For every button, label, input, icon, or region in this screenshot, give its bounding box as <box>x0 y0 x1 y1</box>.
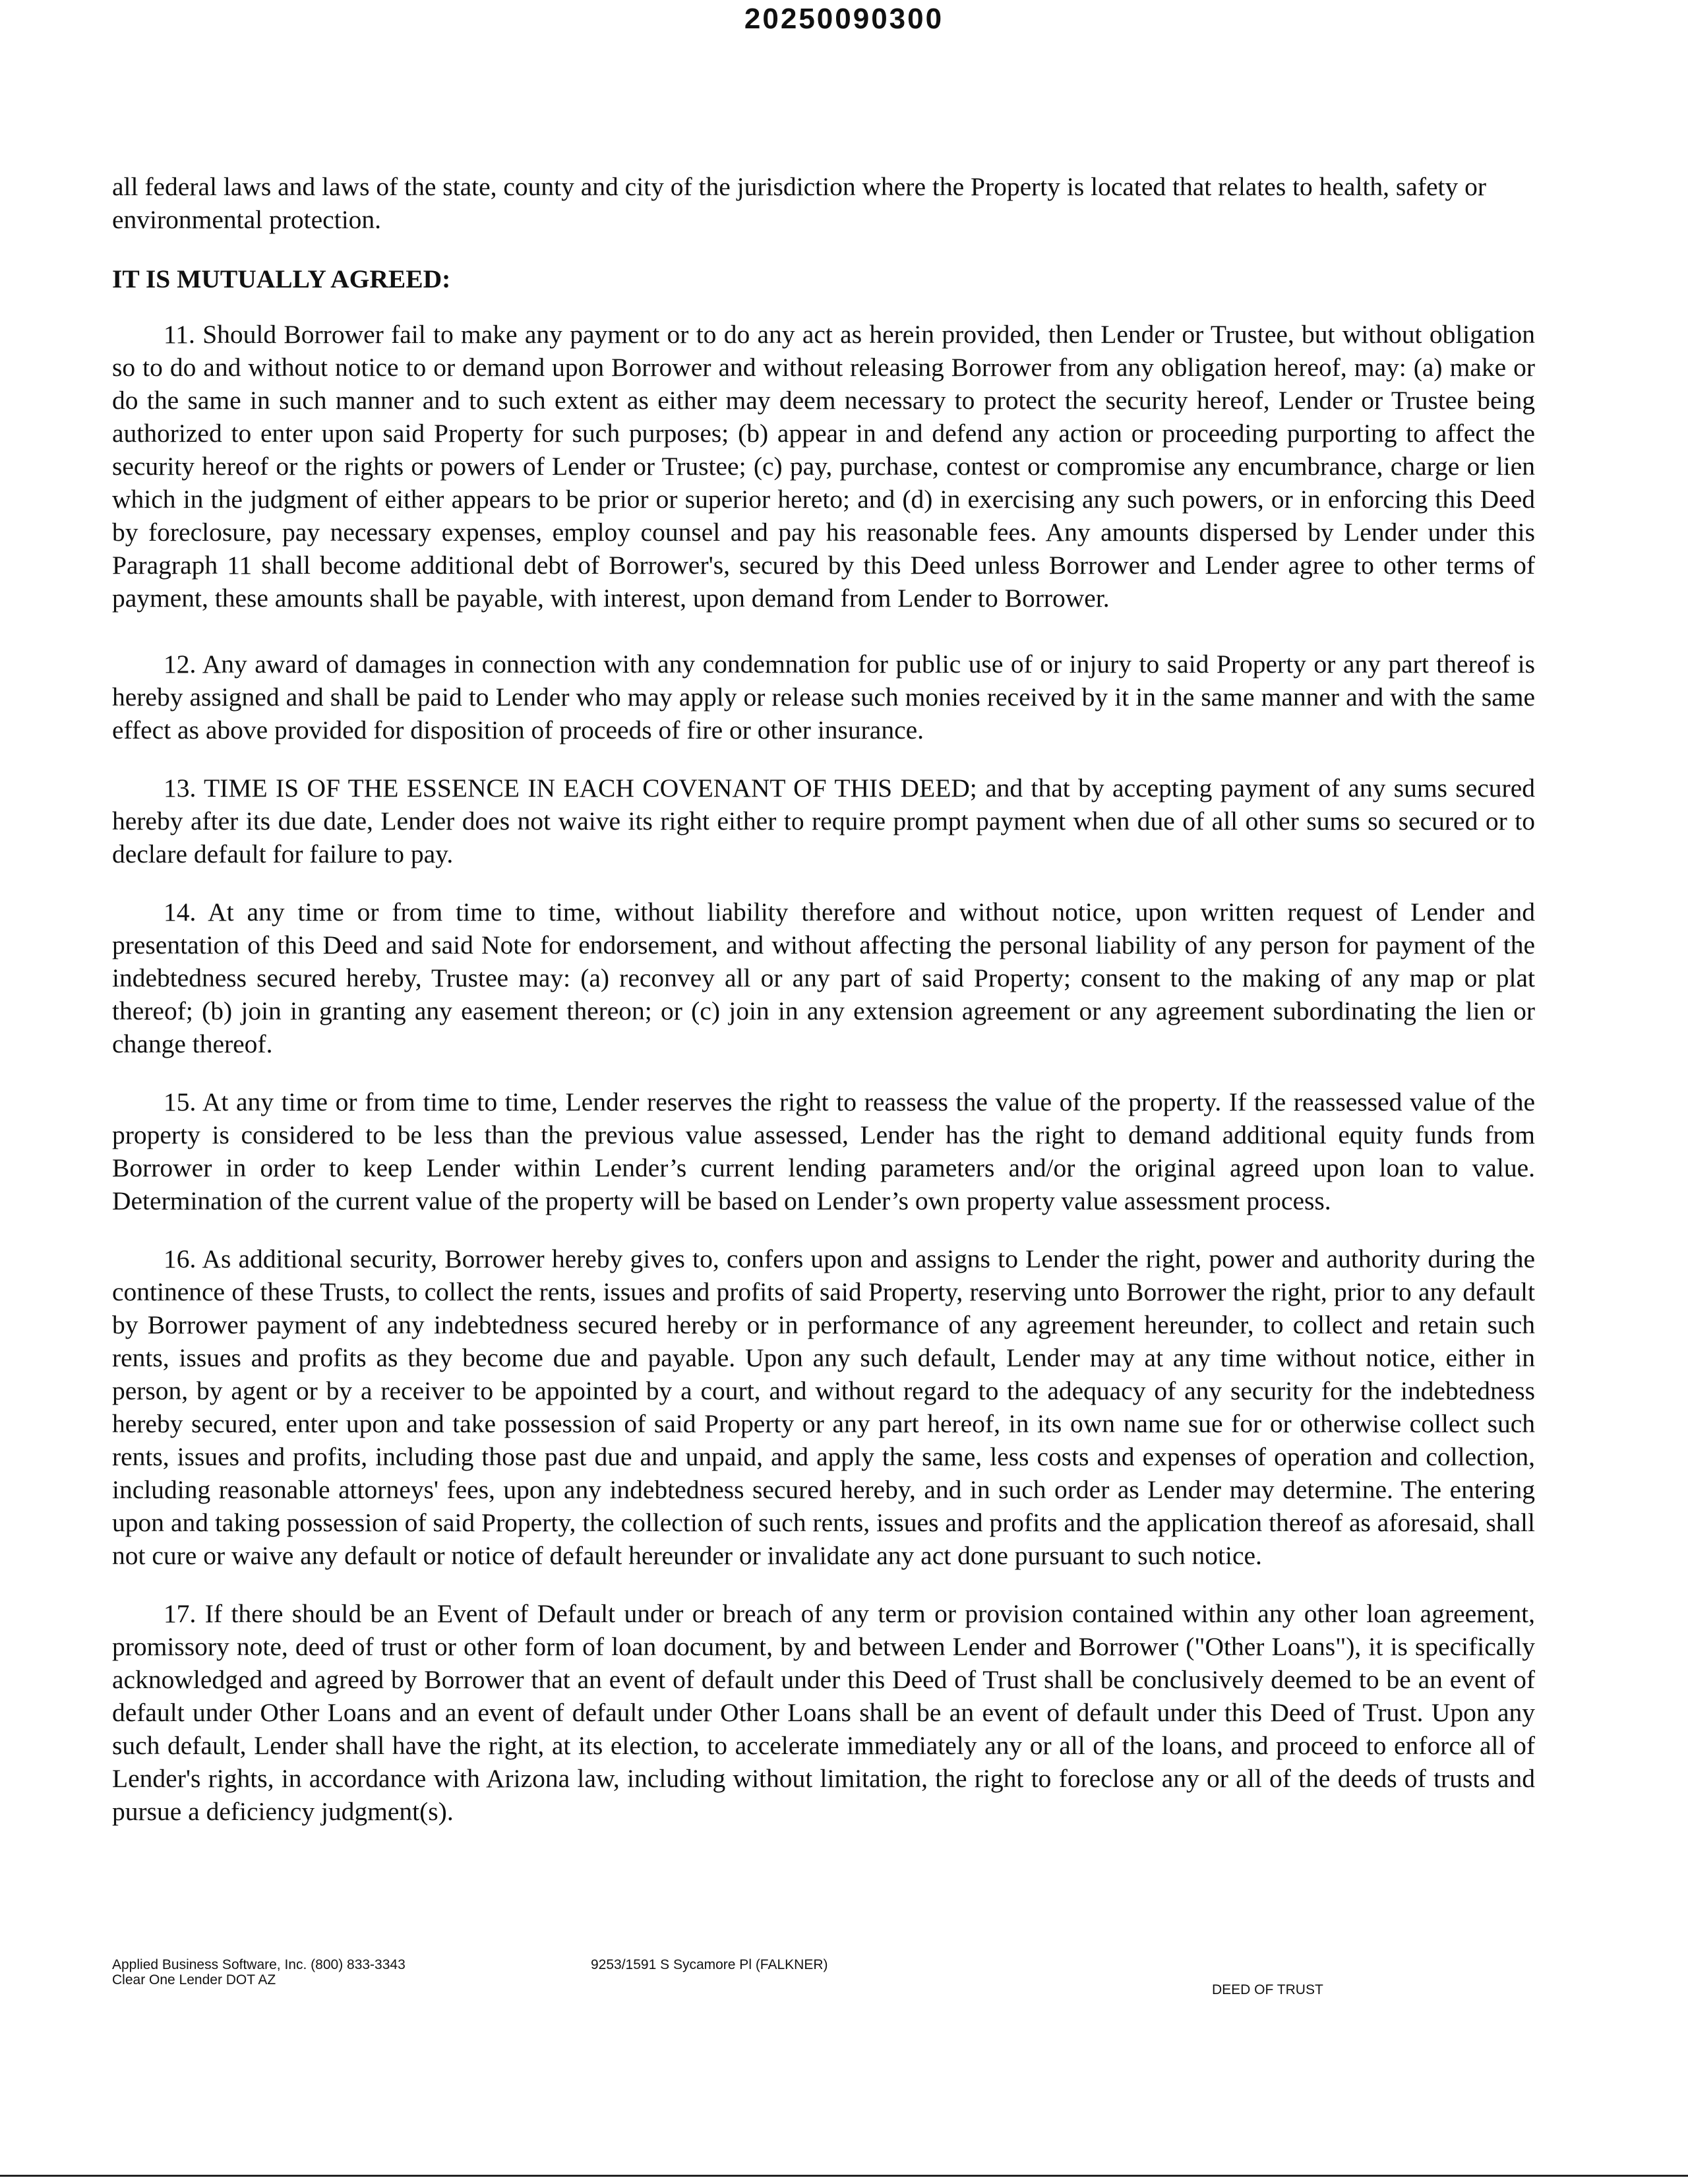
recording-number: 20250090300 <box>744 3 944 35</box>
footer-software-info <box>112 1957 406 1987</box>
paragraph-13: 13. TIME IS OF THE ESSENCE IN EACH COVENANT OF THIS DEED; and that by accepting payment of any sums secured hereby after its due date, Lender does not waive its right either to require prompt payment when due of all other sums so secured or to declare default for failure to pay. <box>112 774 1535 868</box>
paragraph-17: 17. If there should be an Event of Default under or breach of any term or provision contained within any other loan agreement, promissory note, deed of trust or other form of loan document, by and between Lender and Borrower ("Other Loans"), it is specifically acknowledged and agreed by Borrower that an event of default under this Deed of Trust shall be conclusively deemed to be an event of default under Other Loans and an event of default under Other Loans shall be an event of default under this Deed of Trust. Upon any such default, Lender shall have the right, at its election, to accelerate immediately any or all of the loans, and proceed to enforce all of Lender's rights, in accordance with Arizona law, including without limitation, the right to foreclose any or all of the deeds of trusts and pursue a deficiency judgment(s). <box>112 1599 1535 1826</box>
bottom-divider <box>0 2175 1688 2177</box>
intro-paragraph: all federal laws and laws of the state, county and city of the jurisdiction where the Property is located that relates to health, safety or environmental protection. <box>112 172 1487 234</box>
footer-loan-reference: 9253/1591 S Sycamore Pl (FALKNER) <box>591 1957 828 1972</box>
document-body <box>112 170 1535 1828</box>
footer-software-line: Applied Business Software, Inc. (800) 833-3343 <box>112 1957 406 1972</box>
paragraph-11: 11. Should Borrower fail to make any payment or to do any act as herein provided, then Lender or Trustee, but without obligation so to do and without notice to or demand upon Borrower and without releasing Borrower from any obligation hereof, may: (a) make or do the same in such manner and to such extent as either may deem necessary to protect the security hereof, Lender or Trustee being authorized to enter upon said Property for such purposes; (b) appear in and defend any action or proceeding purporting to affect the security hereof or the rights or powers of Lender or Trustee; (c) pay, purchase, contest or compromise any encumbrance, charge or lien which in the judgment of either appears to be prior or superior hereto; and (d) in exercising any such powers, or in enforcing this Deed by foreclosure, pay necessary expenses, employ counsel and pay his reasonable fees. Any amounts dispersed by Lender under this Paragraph 11 shall become additional debt of Borrower's, secured by this Deed unless Borrower and Lender agree to other terms of payment, these amounts shall be payable, with interest, upon demand from Lender to Borrower. <box>112 320 1535 613</box>
paragraph-15: 15. At any time or from time to time, Lender reserves the right to reassess the value of the property. If the reassessed value of the property is considered to be less than the previous value assessed, Lender has the right to demand additional equity funds from Borrower in order to keep Lender within Lender’s current lending parameters and/or the original agreed upon loan to value. Determination of the current value of the property will be based on Lender’s own property value assessment process. <box>112 1087 1535 1215</box>
page-footer <box>112 1957 1556 2003</box>
footer-document-title: DEED OF TRUST <box>1212 1982 1323 1997</box>
paragraph-16: 16. As additional security, Borrower hereby gives to, confers upon and assigns to Lender the right, power and authority during the continence of these Trusts, to collect the rents, issues and profits of said Property, reserving unto Borrower the right, prior to any default by Borrower payment of any indebtedness secured hereby or in performance of any agreement hereunder, to collect and retain such rents, issues and profits as they become due and payable. Upon any such default, Lender may at any time without notice, either in person, by agent or by a receiver to be appointed by a court, and without regard to the adequacy of any security for the indebtedness hereby secured, enter upon and take possession of said Property or any part hereof, in its own name sue for or otherwise collect such rents, issues and profits, including those past due and unpaid, and apply the same, less costs and expenses of operation and collection, including reasonable attorneys' fees, upon any indebtedness secured hereby, and in such order as Lender may determine. The entering upon and taking possession of said Property, the collection of such rents, issues and profits and the application thereof as aforesaid, shall not cure or waive any default or notice of default hereunder or invalidate any act done pursuant to such notice. <box>112 1244 1535 1570</box>
paragraph-14: 14. At any time or from time to time, without liability therefore and without notice, upon written request of Lender and presentation of this Deed and said Note for endorsement, and without affecting the personal liability of any person for payment of the indebtedness secured hereby, Trustee may: (a) reconvey all or any part of said Property; consent to the making of any map or plat thereof; (b) join in granting any easement thereon; or (c) join in any extension agreement or any agreement subordinating the lien or change thereof. <box>112 897 1535 1058</box>
paragraph-12: 12. Any award of damages in connection with any condemnation for public use of or injury to said Property or any part thereof is hereby assigned and shall be paid to Lender who may apply or release such monies received by it in the same manner and with the same effect as above provided for disposition of proceeds of fire or other insurance. <box>112 650 1535 744</box>
footer-form-name: Clear One Lender DOT AZ <box>112 1972 276 1987</box>
section-heading: IT IS MUTUALLY AGREED: <box>112 264 451 293</box>
